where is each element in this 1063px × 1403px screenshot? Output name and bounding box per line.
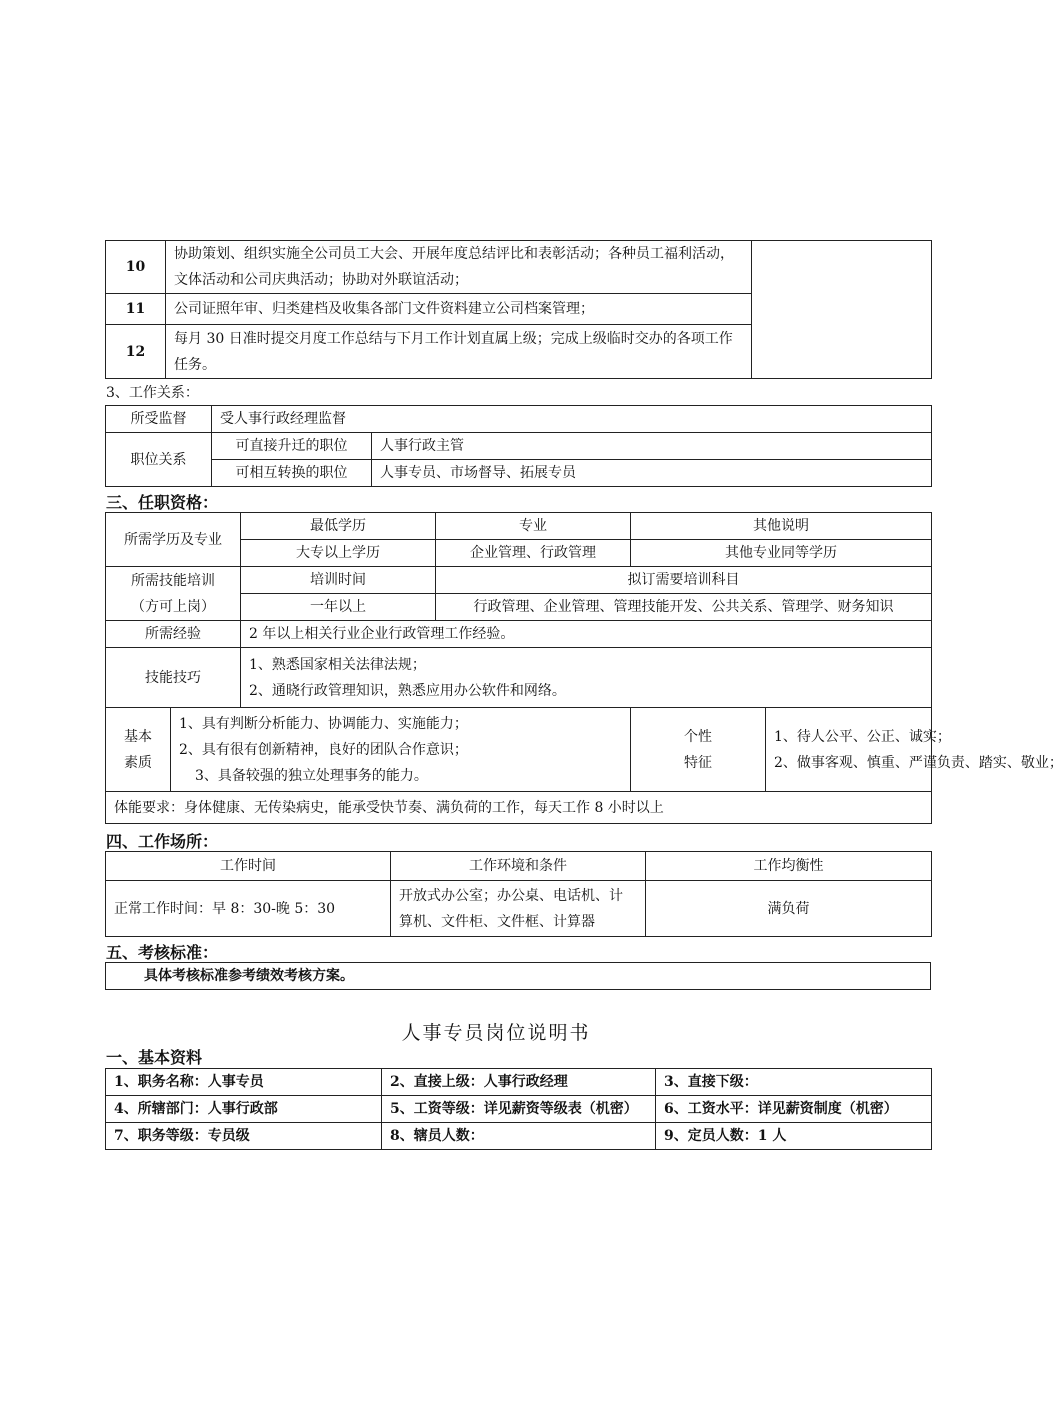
skills-label: 技能技巧	[106, 648, 241, 708]
personality-label-line2: 特征	[684, 754, 712, 771]
promote-value: 人事行政主管	[372, 433, 932, 460]
basic-info-cell: 2、直接上级：人事行政经理	[382, 1069, 656, 1096]
workplace-header: 工作均衡性	[646, 852, 932, 881]
basic-label-line1: 基本	[124, 728, 152, 745]
edu-header: 其他说明	[631, 513, 932, 540]
physical-requirements: 体能要求：身体健康、无传染病史，能承受快节奏、满负荷的工作，每天工作 8 小时以上	[106, 792, 932, 824]
edu-value: 企业管理、行政管理	[436, 540, 631, 567]
position-relation-label: 职位关系	[106, 433, 212, 487]
training-time-value: 一年以上	[241, 594, 436, 621]
workplace-header: 工作环境和条件	[391, 852, 646, 881]
basic-info-cell: 3、直接下级：	[656, 1069, 932, 1096]
experience-label: 所需经验	[106, 621, 241, 648]
basic-item: 2、具有很有创新精神，良好的团队合作意识；	[179, 741, 468, 758]
duty-text: 协助策划、组织实施全公司员工大会、开展年度总结评比和表彰活动；各种员工福利活动，文体活动和公司庆典活动；协助对外联谊活动；	[166, 241, 752, 294]
basic-info-cell: 6、工资水平：详见薪资制度（机密）	[656, 1096, 932, 1123]
basic-info-cell: 8、辖员人数：	[382, 1123, 656, 1150]
education-label: 所需学历及专业	[106, 513, 241, 567]
personality-item: 2、做事客观、慎重、严谨负责、踏实、敬业；	[774, 754, 1063, 771]
transfer-value: 人事专员、市场督导、拓展专员	[372, 460, 932, 487]
work-time-value: 正常工作时间：早 8：30-晚 5：30	[106, 881, 391, 937]
qualifications-table	[105, 512, 1063, 824]
assessment-text: 具体考核标准参考绩效考核方案。	[106, 963, 931, 990]
supervision-label: 所受监督	[106, 406, 212, 433]
work-relations-heading: 3、工作关系：	[106, 385, 199, 401]
training-label-line2: （方可上岗）	[131, 598, 215, 615]
assessment-table	[105, 962, 931, 990]
training-label-line1: 所需技能培训	[131, 572, 215, 589]
basic-info-cell: 9、定员人数：1 人	[656, 1123, 932, 1150]
edu-value: 大专以上学历	[241, 540, 436, 567]
duties-table	[105, 240, 932, 379]
duty-text: 每月 30 日准时提交月度工作总结与下月工作计划直属上级；完成上级临时交办的各项工作任务。	[166, 325, 752, 379]
training-label	[106, 567, 241, 621]
basic-info-cell: 5、工资等级：详见薪资等级表（机密）	[382, 1096, 656, 1123]
workplace-table	[105, 851, 932, 937]
environment-line: 开放式办公室；办公桌、电话机、计	[399, 887, 623, 904]
basic-quality-value	[171, 708, 631, 792]
edu-header: 专业	[436, 513, 631, 540]
basic-info-cell: 1、职务名称：人事专员	[106, 1069, 382, 1096]
duty-number: 10	[106, 241, 166, 294]
relations-table	[105, 405, 932, 487]
environment-line: 算机、文件柜、文件框、计算器	[399, 913, 595, 930]
duty-number: 12	[106, 325, 166, 379]
duty-number: 11	[106, 294, 166, 325]
personality-item: 1、待人公平、公正、诚实；	[774, 728, 951, 745]
personality-label-line1: 个性	[684, 728, 712, 745]
basic-info-table	[105, 1068, 932, 1150]
basic-label-line2: 素质	[124, 754, 152, 771]
basic-item: 1、具有判断分析能力、协调能力、实施能力；	[179, 715, 468, 732]
basic-info-cell: 4、所辖部门：人事行政部	[106, 1096, 382, 1123]
duty-text: 公司证照年审、归类建档及收集各部门文件资料建立公司档案管理；	[166, 294, 752, 325]
basic-info-heading: 一、基本资料	[106, 1048, 203, 1067]
duty-empty-cell	[752, 241, 932, 379]
work-balance-value: 满负荷	[646, 881, 932, 937]
workplace-header: 工作时间	[106, 852, 391, 881]
edu-value: 其他专业同等学历	[631, 540, 932, 567]
document-title: 人事专员岗位说明书	[401, 1022, 591, 1044]
training-subject-value: 行政管理、企业管理、管理技能开发、公共关系、管理学、财务知识	[436, 594, 932, 621]
promote-label: 可直接升迁的职位	[212, 433, 372, 460]
workplace-heading: 四、工作场所：	[106, 832, 219, 851]
training-subject-header: 拟订需要培训科目	[436, 567, 932, 594]
qualifications-heading: 三、任职资格：	[106, 493, 219, 512]
transfer-label: 可相互转换的职位	[212, 460, 372, 487]
skill-item: 2、通晓行政管理知识，熟悉应用办公软件和网络。	[249, 682, 566, 699]
assessment-heading: 五、考核标准：	[106, 943, 219, 962]
skills-value	[241, 648, 932, 708]
skill-item: 1、熟悉国家相关法律法规；	[249, 656, 426, 673]
training-time-header: 培训时间	[241, 567, 436, 594]
experience-value: 2 年以上相关行业企业行政管理工作经验。	[241, 621, 932, 648]
personality-value	[766, 708, 1063, 792]
work-environment-value	[391, 881, 646, 937]
edu-header: 最低学历	[241, 513, 436, 540]
basic-quality-label	[106, 708, 171, 792]
basic-item: 3、具备较强的独立处理事务的能力。	[195, 767, 428, 784]
basic-info-cell: 7、职务等级：专员级	[106, 1123, 382, 1150]
personality-label	[631, 708, 766, 792]
supervision-value: 受人事行政经理监督	[212, 406, 932, 433]
